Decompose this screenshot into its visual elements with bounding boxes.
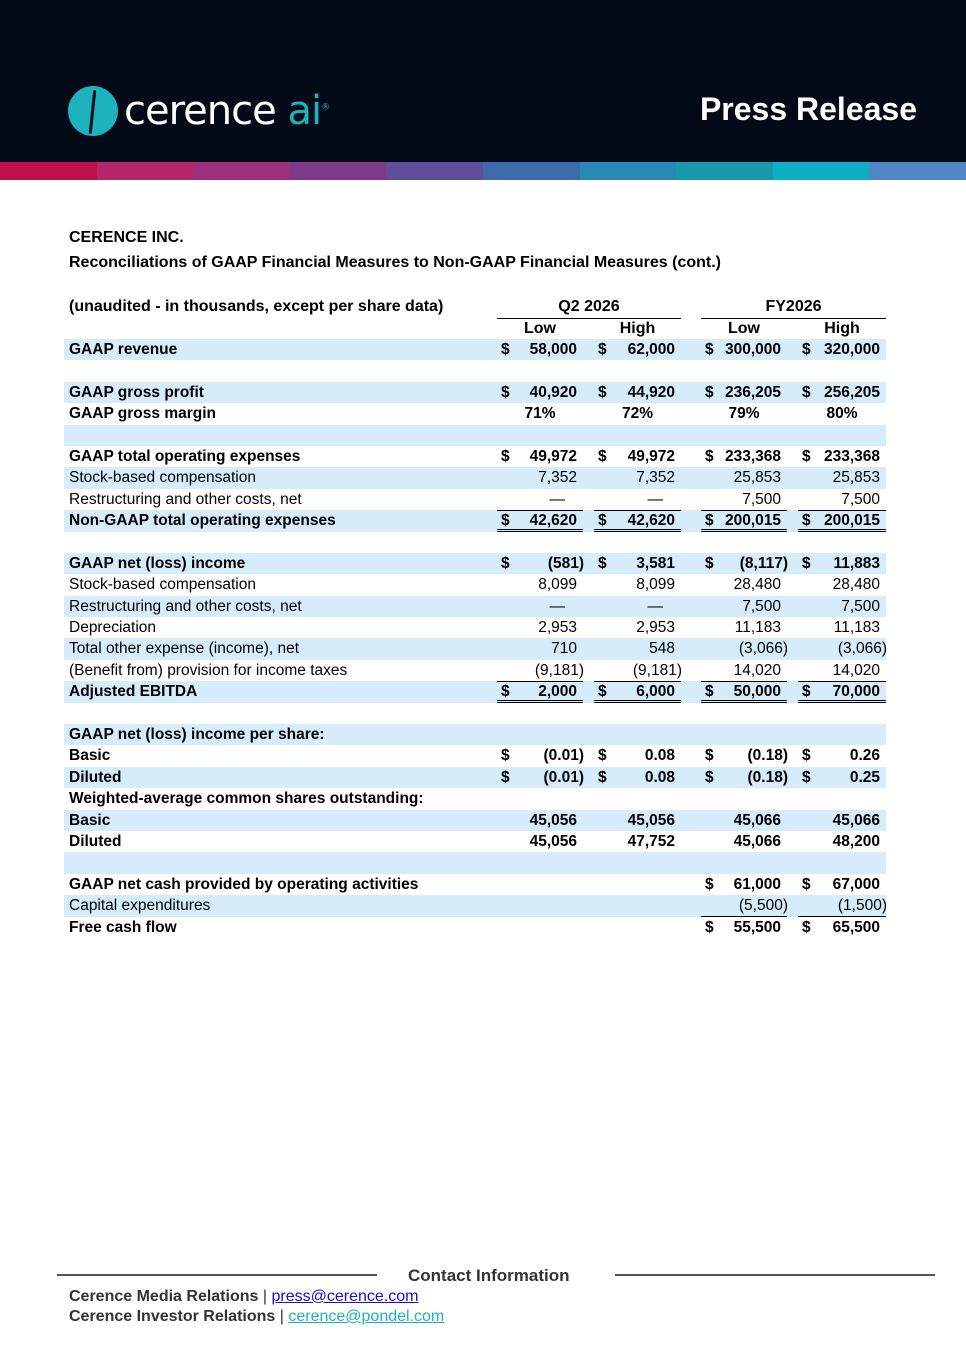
value-cell bbox=[594, 339, 681, 360]
value-cell bbox=[497, 489, 583, 510]
cell-value: 42,620 bbox=[627, 512, 675, 530]
cell-value: (3,066) bbox=[738, 640, 788, 658]
cell-value: 28,480 bbox=[832, 576, 880, 594]
value-cell bbox=[701, 745, 787, 766]
cell-value: 45,056 bbox=[529, 832, 577, 850]
investor-label: Cerence Investor Relations bbox=[69, 1308, 276, 1325]
value-cell bbox=[798, 382, 886, 403]
stripe-segment bbox=[580, 162, 677, 180]
value-cell bbox=[497, 617, 583, 638]
value-cell bbox=[497, 446, 583, 467]
cell-value: 58,000 bbox=[529, 341, 577, 358]
row-label: Capital expenditures bbox=[69, 897, 211, 915]
table-row bbox=[64, 788, 886, 809]
table-row bbox=[64, 403, 886, 424]
value-cell bbox=[594, 403, 681, 424]
value-cell bbox=[497, 596, 583, 617]
value-cell bbox=[594, 831, 681, 852]
cell-value: 7,352 bbox=[636, 469, 675, 487]
cell-value: 11,183 bbox=[833, 619, 880, 637]
cell-value: (1,500) bbox=[837, 897, 887, 915]
cell-value: (3,066) bbox=[837, 640, 887, 658]
cell-value: 65,500 bbox=[832, 918, 880, 936]
value-cell bbox=[701, 917, 787, 938]
value-cell bbox=[594, 917, 681, 938]
value-cell bbox=[594, 895, 681, 916]
table-row bbox=[64, 446, 886, 467]
dollar-sign: $ bbox=[598, 747, 607, 765]
cell-value: 548 bbox=[649, 640, 675, 658]
dollar-sign: $ bbox=[705, 875, 714, 893]
value-cell bbox=[798, 745, 886, 766]
cell-value: — bbox=[647, 490, 663, 508]
dollar-sign: $ bbox=[705, 383, 714, 401]
media-contact bbox=[69, 1288, 418, 1306]
cell-value: 42,620 bbox=[529, 512, 577, 530]
cell-value: 8,099 bbox=[636, 576, 675, 594]
dollar-sign: $ bbox=[802, 683, 811, 701]
dollar-sign: $ bbox=[501, 383, 510, 401]
value-cell bbox=[497, 510, 583, 531]
cell-value: 0.26 bbox=[849, 747, 880, 765]
value-cell bbox=[594, 574, 681, 595]
table-row bbox=[64, 339, 886, 360]
value-cell bbox=[497, 382, 583, 403]
value-cell bbox=[798, 446, 886, 467]
stripe-segment bbox=[193, 162, 290, 180]
cell-value: 45,066 bbox=[832, 811, 880, 829]
cell-value: 45,056 bbox=[627, 811, 675, 829]
separator: | bbox=[279, 1308, 284, 1325]
cell-value: 80% bbox=[826, 405, 858, 423]
value-cell bbox=[594, 510, 681, 531]
row-label: GAAP total operating expenses bbox=[69, 447, 301, 465]
cell-value: 0.08 bbox=[644, 768, 675, 786]
cell-value: 2,953 bbox=[636, 619, 675, 637]
cell-value: 300,000 bbox=[724, 341, 781, 358]
dollar-sign: $ bbox=[705, 768, 714, 786]
table-row bbox=[64, 425, 886, 446]
divider bbox=[57, 1274, 377, 1276]
col-header-q2-high: High bbox=[619, 320, 656, 337]
separator: | bbox=[262, 1288, 268, 1305]
stripe-segment bbox=[0, 162, 97, 180]
cell-value: 7,500 bbox=[841, 490, 880, 508]
cell-value: 3,581 bbox=[636, 554, 675, 572]
row-label: Stock-based compensation bbox=[69, 469, 256, 487]
value-cell bbox=[798, 681, 886, 702]
cell-value: 55,500 bbox=[733, 918, 781, 936]
table-row bbox=[64, 724, 886, 745]
value-cell bbox=[798, 810, 886, 831]
value-cell bbox=[798, 767, 886, 788]
row-label: Weighted-average common shares outstanding: bbox=[69, 790, 424, 808]
value-cell bbox=[798, 895, 886, 916]
divider bbox=[615, 1274, 935, 1276]
col-header-fy-high: High bbox=[824, 320, 860, 337]
dollar-sign: $ bbox=[802, 875, 811, 893]
press-release-title: Press Release bbox=[699, 91, 917, 127]
dollar-sign: $ bbox=[705, 447, 714, 465]
value-cell bbox=[497, 467, 583, 488]
value-cell bbox=[701, 596, 787, 617]
dollar-sign: $ bbox=[501, 554, 510, 572]
cell-value: 256,205 bbox=[823, 383, 880, 401]
value-cell bbox=[701, 382, 787, 403]
value-cell bbox=[798, 917, 886, 938]
value-cell bbox=[798, 638, 886, 659]
row-label: GAAP net (loss) income bbox=[69, 554, 246, 572]
value-cell bbox=[701, 510, 787, 531]
cell-value: 710 bbox=[551, 640, 577, 658]
dollar-sign: $ bbox=[598, 554, 607, 572]
value-cell bbox=[594, 446, 681, 467]
dollar-sign: $ bbox=[802, 512, 811, 530]
value-cell bbox=[798, 617, 886, 638]
reconciliation-table bbox=[64, 339, 886, 938]
value-cell bbox=[594, 489, 681, 510]
table-row bbox=[64, 660, 886, 681]
cell-value: 28,480 bbox=[733, 576, 781, 594]
cell-value: 50,000 bbox=[733, 683, 781, 701]
value-cell bbox=[798, 339, 886, 360]
row-label: Non-GAAP total operating expenses bbox=[69, 512, 336, 530]
value-cell bbox=[497, 874, 583, 895]
stripe-segment bbox=[483, 162, 580, 180]
value-cell bbox=[701, 810, 787, 831]
cell-value: 14,020 bbox=[832, 661, 880, 679]
col-header-fy-low: Low bbox=[728, 320, 760, 337]
cell-value: 8,099 bbox=[538, 576, 577, 594]
cell-value: 236,205 bbox=[724, 383, 781, 401]
media-email-link[interactable]: press@cerence.com bbox=[271, 1288, 419, 1305]
value-cell bbox=[594, 617, 681, 638]
value-cell bbox=[497, 917, 583, 938]
cell-value: 7,500 bbox=[841, 597, 880, 615]
logo-ai: ai bbox=[287, 88, 322, 134]
value-cell bbox=[701, 895, 787, 916]
table-row bbox=[64, 638, 886, 659]
cell-value: (0.01) bbox=[543, 747, 584, 765]
cell-value: 79% bbox=[728, 405, 760, 423]
group-header-q2: Q2 2026 bbox=[497, 298, 681, 319]
cell-value: — bbox=[647, 597, 663, 615]
dollar-sign: $ bbox=[598, 683, 607, 701]
row-label: GAAP net cash provided by operating activities bbox=[69, 875, 419, 893]
cell-value: 67,000 bbox=[832, 875, 880, 893]
table-row bbox=[64, 360, 886, 381]
value-cell bbox=[798, 574, 886, 595]
value-cell bbox=[701, 489, 787, 510]
value-cell bbox=[497, 553, 583, 574]
cell-value: 7,500 bbox=[742, 597, 781, 615]
row-label: GAAP gross margin bbox=[69, 405, 217, 423]
value-cell bbox=[701, 660, 787, 681]
value-cell bbox=[497, 745, 583, 766]
value-cell bbox=[798, 467, 886, 488]
stripe-segment bbox=[97, 162, 194, 180]
color-stripe bbox=[0, 162, 966, 180]
value-cell bbox=[594, 553, 681, 574]
cell-value: 61,000 bbox=[733, 875, 781, 893]
dollar-sign: $ bbox=[802, 747, 811, 765]
value-cell bbox=[701, 638, 787, 659]
value-cell bbox=[497, 339, 583, 360]
row-label: Restructuring and other costs, net bbox=[69, 597, 302, 615]
cell-value: 320,000 bbox=[823, 341, 880, 358]
cell-value: — bbox=[549, 490, 565, 508]
dollar-sign: $ bbox=[705, 512, 714, 530]
cell-value: (9,181) bbox=[534, 661, 584, 679]
logo-mark-icon bbox=[68, 86, 118, 136]
dollar-sign: $ bbox=[598, 383, 607, 401]
cell-value: 70,000 bbox=[832, 683, 880, 701]
value-cell bbox=[497, 660, 583, 681]
value-cell bbox=[497, 895, 583, 916]
value-cell bbox=[798, 874, 886, 895]
table-row bbox=[64, 895, 886, 916]
cell-value: 25,853 bbox=[832, 469, 880, 487]
value-cell bbox=[594, 874, 681, 895]
dollar-sign: $ bbox=[802, 341, 811, 358]
cell-value: 44,920 bbox=[627, 383, 675, 401]
cell-value: 45,066 bbox=[733, 832, 781, 850]
dollar-sign: $ bbox=[802, 447, 811, 465]
value-cell bbox=[798, 553, 886, 574]
table-row bbox=[64, 617, 886, 638]
cell-value: 45,056 bbox=[529, 811, 577, 829]
cerence-logo bbox=[68, 86, 329, 136]
cell-value: 71% bbox=[524, 405, 556, 423]
cell-value: 11,183 bbox=[734, 619, 781, 637]
row-label: GAAP gross profit bbox=[69, 383, 204, 401]
row-label: Depreciation bbox=[69, 619, 157, 637]
dollar-sign: $ bbox=[501, 747, 510, 765]
table-row bbox=[64, 574, 886, 595]
value-cell bbox=[701, 767, 787, 788]
value-cell bbox=[594, 745, 681, 766]
dollar-sign: $ bbox=[705, 683, 714, 701]
investor-contact bbox=[69, 1308, 444, 1326]
value-cell bbox=[701, 339, 787, 360]
cell-value: 2,000 bbox=[538, 683, 577, 701]
cell-value: 48,200 bbox=[832, 832, 880, 850]
value-cell bbox=[701, 831, 787, 852]
investor-email-link[interactable]: cerence@pondel.com bbox=[288, 1308, 445, 1325]
dollar-sign: $ bbox=[802, 918, 811, 936]
row-label: Stock-based compensation bbox=[69, 576, 256, 594]
cell-value: 14,020 bbox=[733, 661, 781, 679]
table-row bbox=[64, 852, 886, 873]
cell-value: 233,368 bbox=[823, 447, 880, 465]
media-label: Cerence Media Relations bbox=[69, 1288, 259, 1305]
value-cell bbox=[594, 767, 681, 788]
table-row bbox=[64, 745, 886, 766]
dollar-sign: $ bbox=[598, 341, 607, 358]
value-cell bbox=[497, 638, 583, 659]
value-cell bbox=[798, 660, 886, 681]
table-row bbox=[64, 489, 886, 510]
table-header-label: (unaudited - in thousands, except per share data) bbox=[69, 298, 444, 315]
dollar-sign: $ bbox=[705, 918, 714, 936]
group-header-fy: FY2026 bbox=[701, 298, 886, 319]
cell-value: 200,015 bbox=[823, 512, 880, 530]
page-header bbox=[0, 0, 966, 162]
row-label: Adjusted EBITDA bbox=[69, 683, 198, 701]
cell-value: 62,000 bbox=[627, 341, 675, 358]
col-header-q2-low: Low bbox=[524, 320, 556, 337]
value-cell bbox=[701, 467, 787, 488]
cell-value: 25,853 bbox=[733, 469, 781, 487]
stripe-segment bbox=[676, 162, 773, 180]
value-cell bbox=[497, 767, 583, 788]
row-label: Total other expense (income), net bbox=[69, 640, 300, 658]
cell-value: 200,015 bbox=[724, 512, 781, 530]
table-row bbox=[64, 681, 886, 702]
cell-value: 49,972 bbox=[627, 447, 675, 465]
row-label: Diluted bbox=[69, 832, 122, 850]
cell-value: 11,883 bbox=[833, 554, 880, 572]
table-row bbox=[64, 831, 886, 852]
value-cell bbox=[497, 574, 583, 595]
dollar-sign: $ bbox=[501, 683, 510, 701]
row-label: GAAP revenue bbox=[69, 341, 178, 358]
table-row bbox=[64, 553, 886, 574]
value-cell bbox=[594, 382, 681, 403]
contact-title: Contact Information bbox=[408, 1266, 570, 1285]
value-cell bbox=[701, 553, 787, 574]
registered-mark: ® bbox=[321, 102, 330, 113]
cell-value: (8,117) bbox=[739, 554, 788, 572]
dollar-sign: $ bbox=[501, 447, 510, 465]
row-label: (Benefit from) provision for income taxes bbox=[69, 661, 348, 679]
dollar-sign: $ bbox=[802, 554, 811, 572]
dollar-sign: $ bbox=[705, 747, 714, 765]
cell-value: 45,066 bbox=[733, 811, 781, 829]
row-label: Restructuring and other costs, net bbox=[69, 490, 302, 508]
table-row bbox=[64, 532, 886, 553]
table-row bbox=[64, 596, 886, 617]
stripe-segment bbox=[290, 162, 387, 180]
cell-value: 7,352 bbox=[538, 469, 577, 487]
dollar-sign: $ bbox=[598, 768, 607, 786]
table-row bbox=[64, 467, 886, 488]
company-name: CERENCE INC. bbox=[69, 229, 184, 246]
value-cell bbox=[798, 403, 886, 424]
cell-value: — bbox=[549, 597, 565, 615]
cell-value: 7,500 bbox=[742, 490, 781, 508]
cell-value: (0.18) bbox=[747, 768, 788, 786]
row-label: GAAP net (loss) income per share: bbox=[69, 726, 325, 744]
cell-value: (0.18) bbox=[747, 747, 788, 765]
cell-value: 40,920 bbox=[529, 383, 577, 401]
table-row bbox=[64, 810, 886, 831]
cell-value: 0.25 bbox=[849, 768, 880, 786]
value-cell bbox=[701, 446, 787, 467]
value-cell bbox=[497, 810, 583, 831]
value-cell bbox=[798, 510, 886, 531]
cell-value: 6,000 bbox=[636, 683, 675, 701]
value-cell bbox=[497, 403, 583, 424]
value-cell bbox=[594, 810, 681, 831]
row-label: Basic bbox=[69, 747, 111, 765]
cell-value: 49,972 bbox=[529, 447, 577, 465]
dollar-sign: $ bbox=[802, 768, 811, 786]
value-cell bbox=[798, 596, 886, 617]
value-cell bbox=[594, 467, 681, 488]
dollar-sign: $ bbox=[705, 341, 714, 358]
table-row bbox=[64, 510, 886, 531]
dollar-sign: $ bbox=[802, 383, 811, 401]
value-cell bbox=[701, 403, 787, 424]
dollar-sign: $ bbox=[501, 768, 510, 786]
stripe-segment bbox=[386, 162, 483, 180]
value-cell bbox=[701, 617, 787, 638]
logo-brand: cerence bbox=[124, 88, 276, 134]
value-cell bbox=[594, 660, 681, 681]
table-row bbox=[64, 874, 886, 895]
cell-value: 233,368 bbox=[724, 447, 781, 465]
cell-value: (581) bbox=[547, 554, 584, 572]
value-cell bbox=[798, 831, 886, 852]
cell-value: (0.01) bbox=[543, 768, 584, 786]
dollar-sign: $ bbox=[501, 512, 510, 530]
table-row bbox=[64, 917, 886, 938]
dollar-sign: $ bbox=[705, 554, 714, 572]
cell-value: 0.08 bbox=[644, 747, 675, 765]
report-subtitle: Reconciliations of GAAP Financial Measures to Non-GAAP Financial Measures (cont.) bbox=[69, 254, 721, 271]
row-label: Basic bbox=[69, 811, 111, 829]
dollar-sign: $ bbox=[598, 447, 607, 465]
value-cell bbox=[594, 681, 681, 702]
cell-value: 72% bbox=[621, 405, 654, 423]
cell-value: 2,953 bbox=[538, 619, 577, 637]
cell-value: 47,752 bbox=[627, 832, 675, 850]
value-cell bbox=[701, 681, 787, 702]
cell-value: (5,500) bbox=[738, 897, 788, 915]
table-row bbox=[64, 382, 886, 403]
row-label: Diluted bbox=[69, 768, 122, 786]
table-row bbox=[64, 767, 886, 788]
value-cell bbox=[701, 874, 787, 895]
value-cell bbox=[594, 596, 681, 617]
table-row bbox=[64, 703, 886, 724]
value-cell bbox=[701, 574, 787, 595]
stripe-segment bbox=[773, 162, 870, 180]
dollar-sign: $ bbox=[501, 341, 510, 358]
stripe-segment bbox=[869, 162, 966, 180]
value-cell bbox=[497, 831, 583, 852]
value-cell bbox=[497, 681, 583, 702]
value-cell bbox=[594, 638, 681, 659]
row-label: Free cash flow bbox=[69, 918, 177, 936]
cell-value: (9,181) bbox=[632, 661, 682, 679]
value-cell bbox=[798, 489, 886, 510]
dollar-sign: $ bbox=[598, 512, 607, 530]
